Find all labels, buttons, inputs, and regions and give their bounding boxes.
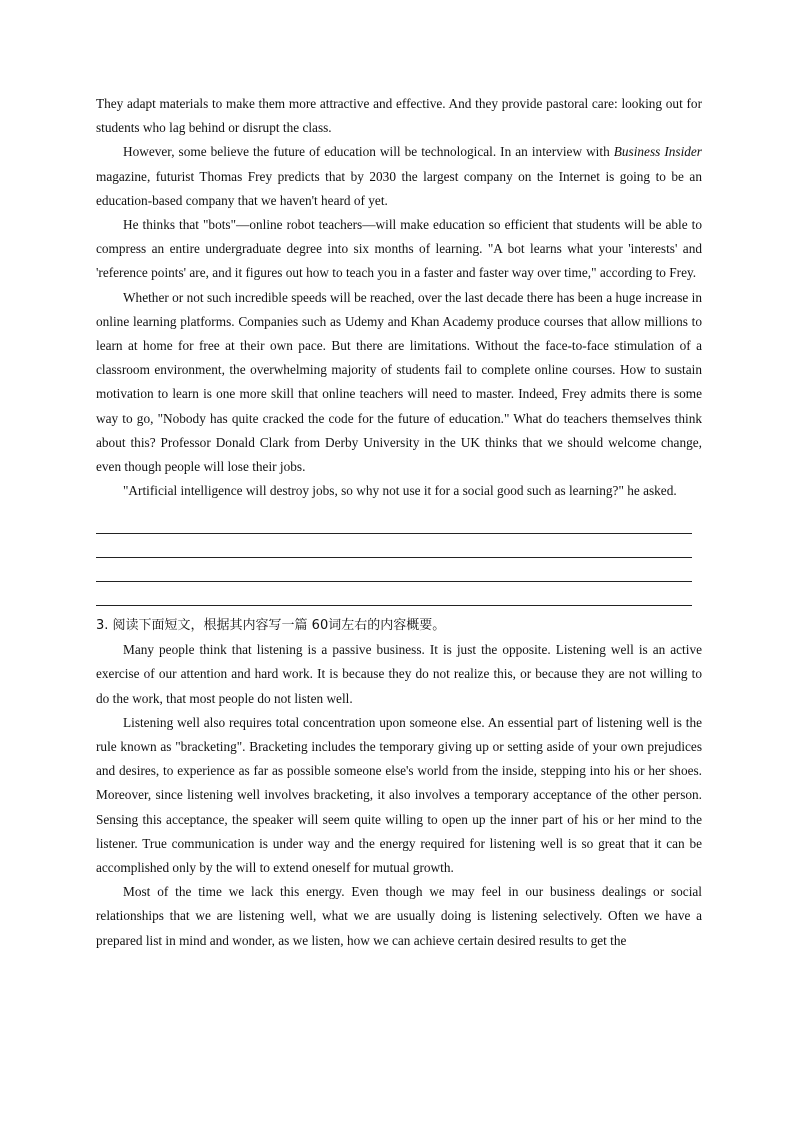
question-3 bbox=[96, 614, 702, 953]
passage-2-paragraph-5: "Artificial intelligence will destroy jobs, so why not use it for a social good such as learning?" he asked. bbox=[123, 483, 677, 499]
answer-line[interactable] bbox=[96, 558, 692, 582]
passage-2-paragraph-4: Whether or not such incredible speeds will be reached, over the last decade there has been a huge increase in online learning platforms. Companies such as Udemy and Khan Academy produce courses that allow millions to learn at home for free at their own pace. But there are limitations. Without the face-to-face stimulation of a classroom environment, the overwhelming majority of students fail to complete online courses. How to sustain motivation to learn is one more skill that online teachers will need to master. Indeed, Frey admits there is some way to go, "Nobody has quite cracked the code for the future of education." What do teachers themselves think about this? Professor Donald Clark from Derby University in the UK thinks that we should welcome change, even though people will lose their jobs. bbox=[96, 289, 702, 475]
question-3-paragraph-2: Listening well also requires total concentration upon someone else. An essential part of listening well is the rule known as "bracketing". Bracketing includes the temporary giving up or setting aside of your own prejudices and desires, to experience as far as possible someone else's world from the inside, stepping into his or her shoes. Moreover, since listening well involves bracketing, it also involves a temporary acceptance of the other person. Sensing this acceptance, the speaker will seem quite willing to open up the inner part of his or her mind to the listener. True communication is under way and the energy required for listening well is so great that it can be accomplished only by the will to extend oneself for mutual growth. bbox=[96, 714, 702, 876]
question-3-title: 3. 阅读下面短文，根据其内容写一篇 60词左右的内容概要。 bbox=[96, 618, 446, 634]
passage-2-paragraph-2 bbox=[96, 140, 702, 213]
passage-2 bbox=[96, 92, 702, 503]
paragraph-2-text-after: magazine, futurist Thomas Frey predicts that by 2030 the largest company on the Internet is going to be an education-based company that we haven't heard of yet. bbox=[96, 168, 702, 208]
answer-line[interactable] bbox=[96, 582, 692, 606]
paragraph-2-text-before: However, some believe the future of education will be technological. In an interview with bbox=[123, 144, 614, 160]
answer-area[interactable] bbox=[96, 509, 692, 606]
answer-line[interactable] bbox=[96, 509, 692, 533]
passage-2-paragraph-1: They adapt materials to make them more attractive and effective. And they provide pastoral care: looking out for students who lag behind or disrupt the class. bbox=[96, 96, 702, 136]
question-3-paragraph-3: Most of the time we lack this energy. Even though we may feel in our business dealings or social relationships that we are listening well, what we are usually doing is listening selectively. Often we have a prepared list in mind and wonder, as we listen, how we can achieve certain desired results to get the bbox=[96, 884, 702, 948]
magazine-title: Business Insider bbox=[613, 144, 702, 160]
answer-line[interactable] bbox=[96, 534, 692, 558]
question-3-paragraph-1: Many people think that listening is a passive business. It is just the opposite. Listening well is an active exercise of our attention and hard work. It is because they do not realize this, or because they are not willing to do the work, that most people do not listen well. bbox=[96, 642, 702, 706]
passage-2-paragraph-3: He thinks that "bots"—online robot teachers—will make education so efficient that students will be able to compress an entire undergraduate degree into six months of learning. "A bot learns what your 'interests' and 'reference points' are, and it figures out how to teach you in a faster and faster way over time," according to Frey. bbox=[96, 217, 702, 281]
